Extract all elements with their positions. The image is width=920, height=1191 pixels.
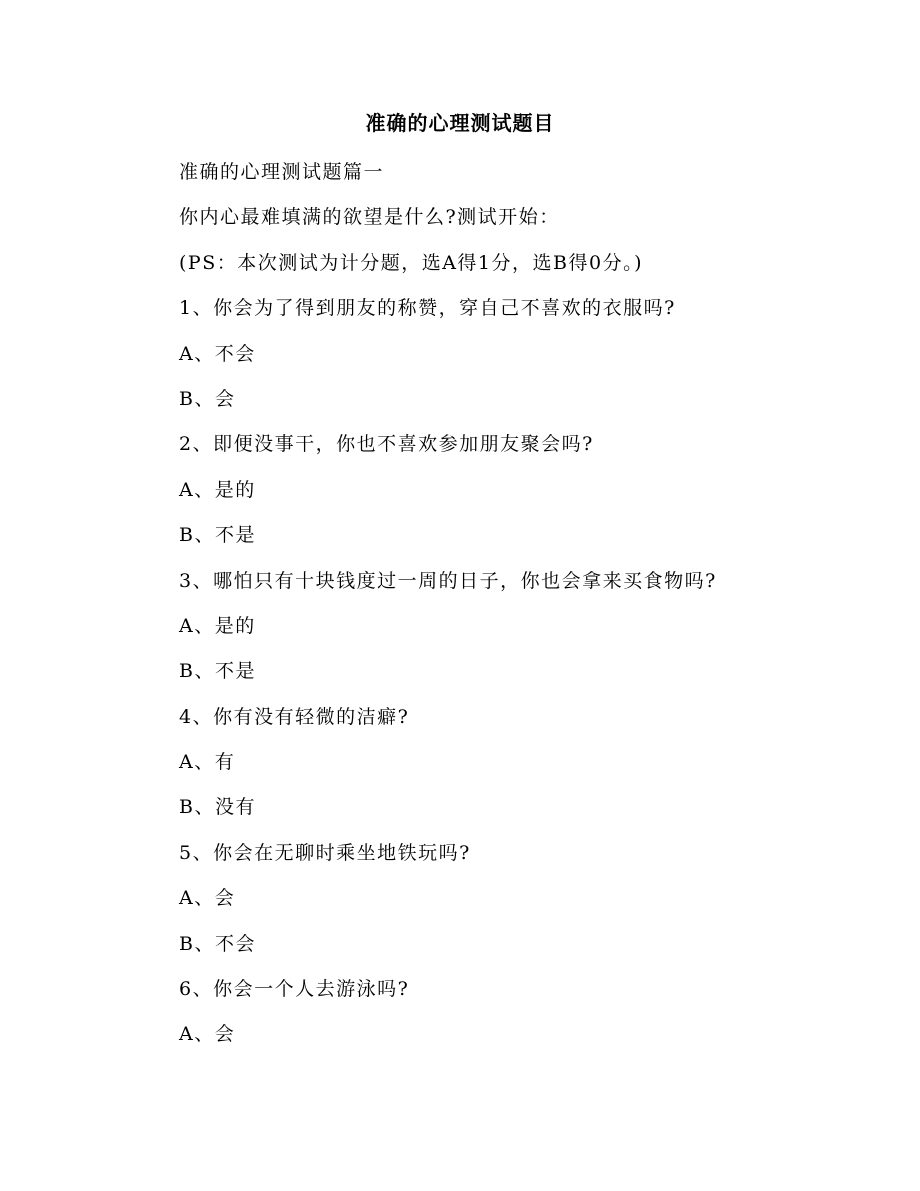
question-6-option-a: A、会 <box>179 1023 236 1046</box>
document-title: 准确的心理测试题目 <box>365 111 555 135</box>
question-1-option-a: A、不会 <box>179 342 256 365</box>
question-6: 6、你会一个人去游泳吗? <box>179 978 410 1001</box>
scoring-note: (PS：本次测试为计分题，选A得1分，选B得0分。) <box>179 251 643 274</box>
question-1-option-b: B、会 <box>179 387 236 410</box>
question-3: 3、哪怕只有十块钱度过一周的日子，你也会拿来买食物吗? <box>179 569 717 592</box>
question-2: 2、即便没事干，你也不喜欢参加朋友聚会吗? <box>179 433 594 456</box>
question-4: 4、你有没有轻微的洁癖? <box>179 705 410 728</box>
question-5-option-b: B、不会 <box>179 932 256 955</box>
question-3-option-a: A、是的 <box>179 614 256 637</box>
document-body <box>179 158 859 1066</box>
intro-line: 你内心最难填满的欲望是什么?测试开始： <box>179 206 560 229</box>
question-5: 5、你会在无聊时乘坐地铁玩吗? <box>179 841 471 864</box>
question-1: 1、你会为了得到朋友的称赞，穿自己不喜欢的衣服吗? <box>179 297 676 320</box>
question-2-option-b: B、不是 <box>179 524 256 547</box>
question-2-option-a: A、是的 <box>179 478 256 501</box>
question-4-option-b: B、没有 <box>179 796 256 819</box>
question-3-option-b: B、不是 <box>179 660 256 683</box>
section-heading: 准确的心理测试题篇一 <box>179 161 385 183</box>
question-4-option-a: A、有 <box>179 751 236 774</box>
question-5-option-a: A、会 <box>179 887 236 910</box>
